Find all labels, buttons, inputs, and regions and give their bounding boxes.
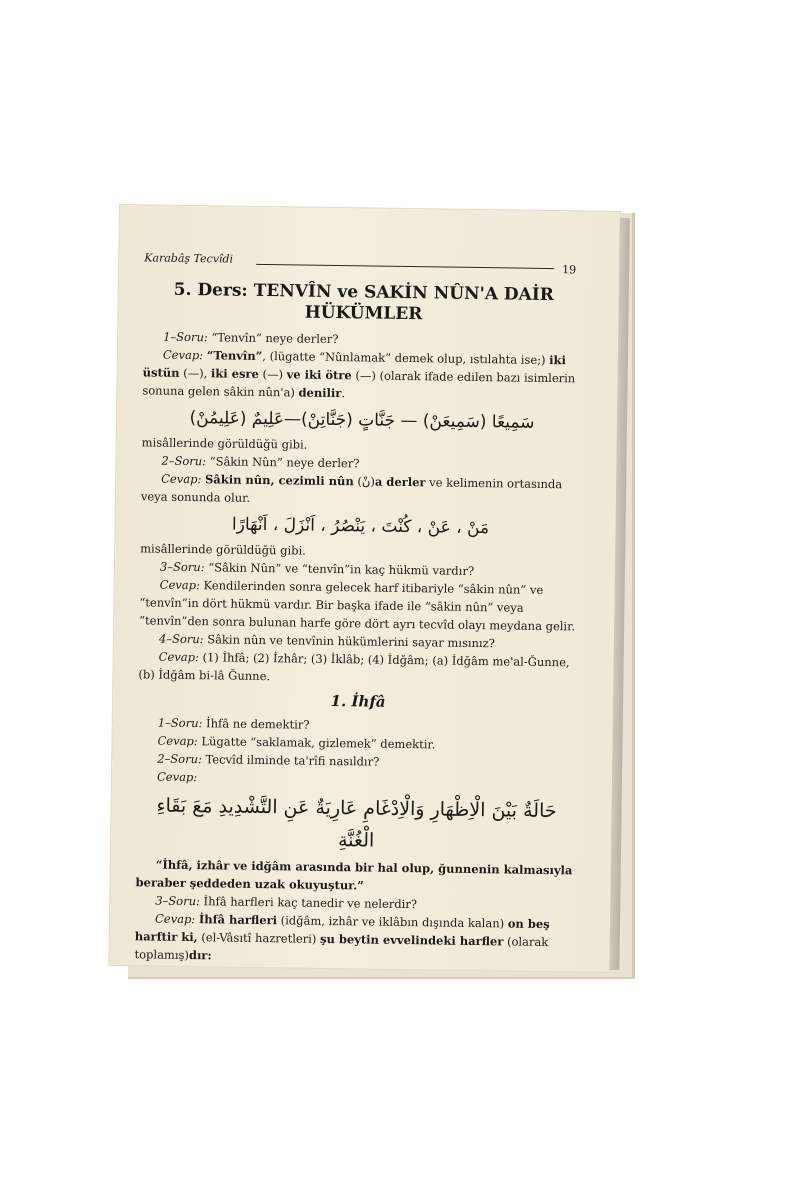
soru-text: Tecvîd ilminde ta'rîfi nasıldır?	[205, 752, 380, 769]
answer-text: (نْ)	[357, 474, 375, 489]
soru-label: 1–Soru:	[157, 715, 203, 731]
cevap-label: Cevap:	[161, 471, 202, 487]
answer-text: Lügatte “saklamak, gizlemek” demektir.	[201, 734, 436, 752]
soru-label: 1–Soru:	[163, 329, 208, 345]
soru-text: Sâkin nûn ve tenvînin hükümlerini sayar mısınız?	[207, 632, 495, 651]
answer-text: , (lügatte “Nûnlamak” demek olup, ıstılahta ise;)	[262, 349, 546, 367]
header-rule	[256, 264, 554, 269]
soru-text: İhfâ ne demektir?	[205, 716, 310, 732]
answer-4	[138, 647, 578, 689]
page-number: 19	[562, 263, 577, 277]
arabic-example-2: مَنْ ، عَنْ ، كُنْتَ ، يَنْصُرُ ، اَنْزَلَ ، اَنْهَارًا	[231, 514, 490, 539]
answer-bold: iki üstün	[142, 353, 567, 380]
book-page	[109, 205, 620, 972]
ihfa-answer-3	[134, 909, 575, 969]
soru-label: 3–Soru:	[159, 559, 205, 575]
answer-bold: denilir	[298, 385, 342, 401]
answer-text: Kendilerinden sonra gelecek harf itibariyle “sâkin nûn” ve “tenvîn”in dört hükmü vardır. Bir başka ifade ile “sâkin nûn” veya “tenvîn”den sonra bulunan harfe göre dört ayrı tecvîd olayı meydana gelir.	[139, 578, 576, 634]
running-header	[144, 251, 577, 277]
cevap-label: Cevap:	[158, 649, 199, 665]
cevap-label: Cevap:	[157, 733, 198, 749]
soru-label: 2–Soru:	[157, 751, 203, 767]
answer-text: (olarak toplamış)	[134, 934, 549, 963]
answer-bold: şu beytin evvelindeki harfler	[319, 931, 504, 949]
soru-text: “Sâkin Nûn” ve “tenvîn”in kaç hükmü vardır?	[208, 560, 475, 578]
answer-text: .	[341, 386, 346, 401]
soru-text: İhfâ harfleri kaç tanedir ve nelerdir?	[203, 894, 418, 912]
answer-bold: ve iki ötre	[286, 367, 352, 383]
soru-label: 3–Soru:	[155, 893, 201, 909]
book	[120, 205, 630, 975]
answer-3	[139, 575, 580, 635]
answer-text: (idğâm, izhâr ve iklâbın dışında kalan)	[280, 913, 505, 931]
section-title: 1. İhfâ	[330, 691, 386, 711]
answer-bold: İhfâ harfleri	[198, 912, 278, 928]
lesson-title-line1: 5. Ders: TENVÎN ve SAKİN NÛN'A DAİR	[173, 279, 555, 306]
soru-text: “Sâkin Nûn” neye derler?	[209, 454, 360, 471]
answer-bold: “Tenvîn”	[206, 348, 263, 364]
cevap-label: Cevap:	[162, 347, 204, 363]
answer-2	[141, 469, 581, 511]
answer-bold: a derler	[374, 474, 426, 490]
cevap-label: Cevap:	[159, 577, 201, 593]
example-note-1: misâllerinde görüldüğü gibi.	[141, 435, 308, 452]
lesson-title-line2: HÜKÜMLER	[304, 302, 423, 325]
soru-text: “Tenvîn” neye derler?	[211, 330, 339, 347]
cevap-label: Cevap:	[156, 769, 198, 785]
page-content	[134, 279, 584, 969]
answer-1	[142, 345, 583, 405]
lesson-title	[143, 279, 584, 327]
answer-bold: on beş harftir ki,	[134, 916, 550, 945]
book-title: Karabâş Tecvîdi	[144, 251, 234, 266]
definition-quote: “İhfâ, izhâr ve idğâm arasında bir hal olup, ğunnenin kalmasıyla beraber şeddeden uzak okuyuştur.”	[135, 857, 573, 893]
arabic-definition: حَالَةٌ بَيْنَ الْاِظْهَارِ وَالْاِدْغَامِ عَارِيَةٌ عَنِ التَّشْدِيدِ مَعَ بَقَاءِ الْغُنَّةِ	[156, 794, 557, 852]
answer-text: (—),	[183, 365, 208, 381]
answer-bold: Sâkin nûn, cezimli nûn	[204, 472, 354, 489]
answer-text: (el-Vâsıtî hazretleri)	[201, 930, 317, 946]
soru-label: 2–Soru:	[161, 453, 207, 469]
arabic-example-1: سَمِيعًا (سَمِيعَنْ) — جَنَّاتٍ (جَنَّاتِنْ)—عَلِيمٌ (عَلِيمُنْ)	[189, 407, 535, 433]
example-note-2: misâllerinde görüldüğü gibi.	[140, 541, 306, 558]
answer-bold: dır:	[188, 948, 212, 963]
answer-text: ve kelimenin ortasında veya sonunda olur.	[140, 475, 563, 505]
definition-translation	[135, 855, 575, 897]
cevap-label: Cevap:	[154, 911, 196, 927]
soru-label: 4–Soru:	[158, 631, 204, 647]
answer-text: (1) İhfâ; (2) İzhâr; (3) İklâb; (4) İdğâm; (a) İdğâm me'al-Ğunne, (b) İdğâm bi-lâ Ğunne.	[138, 650, 570, 684]
answer-bold: iki esre	[210, 366, 259, 381]
answer-text: (—)	[262, 367, 284, 382]
answer-text: (—) (olarak ifade edilen bazı isimlerin sonuna gelen sâkin nûn'a)	[142, 368, 576, 400]
